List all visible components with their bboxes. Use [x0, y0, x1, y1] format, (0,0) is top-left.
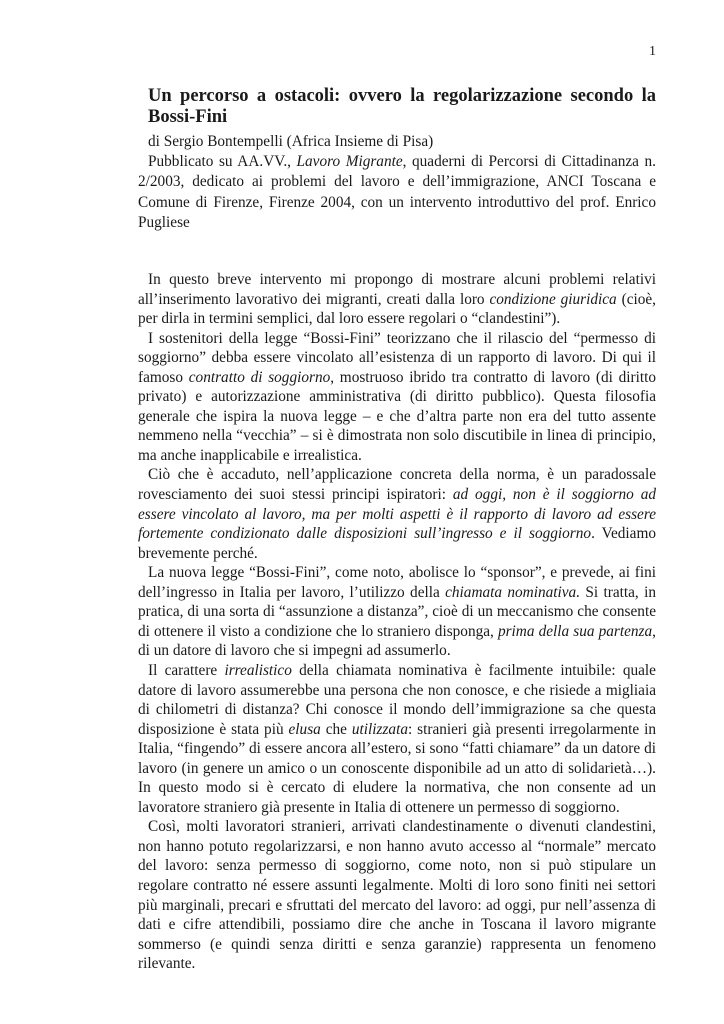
- paragraph-text: Così, molti lavoratori stranieri, arrivati clandestinamente o divenuti clandestini, non hanno potuto regolarizzarsi, e non hanno avuto accesso al “normale” mercato del lavoro: senza permesso di soggiorno, come noto, non si può stipulare un regolare contratto né essere assunti legalmente. Molti di loro sono finiti nei settori più marginali, precari e sfruttati del mercato del lavoro: ad oggi, pur nell’assenza di dati e cifre attendibili, possiamo dire che anche in Toscana il lavoro migrante sommerso (e quindi senza diritti e senza garanzie) rappresenta un fenomeno rilevante.: [138, 818, 656, 973]
- paragraph-text: (cioè, per dirla in termini semplici, dal loro essere regolari o “clandestini”).: [138, 290, 656, 328]
- paragraph: [138, 661, 656, 817]
- publication-note: [138, 152, 656, 233]
- paragraph-emphasis: ad oggi, non è il soggiorno ad essere vincolato al lavoro, ma per molti aspetti è il rapporto di lavoro ad essere fortemente condizionato dalle disposizioni sull’ingresso e il soggiorno: [138, 486, 656, 543]
- document-body: [138, 86, 656, 974]
- article-text: [138, 270, 656, 974]
- paragraph: [138, 563, 656, 661]
- paragraph-text: In questo breve intervento mi propongo di mostrare alcuni problemi relativi all’inserimento lavorativo dei migranti, creati dalla loro: [138, 271, 656, 308]
- paragraph: [138, 817, 656, 973]
- paragraph-text: che: [320, 720, 352, 738]
- paragraph-emphasis: condizione giuridica: [489, 290, 617, 308]
- paragraph: [138, 465, 656, 563]
- article-title: Un percorso a ostacoli: ovvero la regolarizzazione secondo la Bossi-Fini: [148, 86, 656, 127]
- paragraph-text: Ciò che è accaduto, nell’applicazione concreta della norma, è un paradossale rovesciamento dei suoi stessi principi ispiratori:: [138, 466, 656, 504]
- paragraph-emphasis: prima della sua partenza: [497, 622, 653, 640]
- publication-title: Lavoro Migrante: [296, 153, 403, 171]
- paragraph-emphasis: utilizzata: [351, 720, 408, 738]
- paragraph-text: Si tratta, in pratica, di una sorta di “assunzione a distanza”, cioè di un meccanismo che consente di ottenere il visto a condizione che lo straniero disponga,: [138, 583, 656, 640]
- publication-text: , quaderni di Percorsi di Cittadinanza n. 2/2003, dedicato ai problemi del lavoro e dell’immigrazione, ANCI Toscana e Comune di Firenze, Firenze 2004, con un intervento introduttivo del prof. Enrico Pugliese: [138, 153, 656, 231]
- paragraph-emphasis: elusa: [288, 720, 321, 738]
- paragraph-text: , di un datore di lavoro che si impegni ad assumerlo.: [138, 622, 656, 660]
- publication-text: Pubblicato su AA.VV.,: [148, 153, 297, 171]
- paragraph-text: , mostruoso ibrido tra contratto di lavoro (di diritto privato) e autorizzazione amministrativa (di diritto pubblico). Questa filosofia generale che ispira la nuova legge – e che d’altra parte non era del tutto assente nemmeno nella “vecchia” – si è dimostrata non solo discutibile in linea di principio, ma anche inapplicabile e irrealistica.: [138, 368, 657, 464]
- paragraph-text: . Vediamo brevemente perché.: [138, 525, 657, 562]
- paragraph: [138, 329, 656, 466]
- paragraph-emphasis: irrealistico: [224, 661, 292, 679]
- paragraph-text: La nuova legge “Bossi-Fini”, come noto, abolisce lo “sponsor”, e prevede, ai fini dell’ingresso in Italia per lavoro, l’utilizzo della: [138, 564, 656, 601]
- paragraph-text: Il carattere: [148, 661, 225, 679]
- paragraph-text: I sostenitori della legge “Bossi-Fini” teorizzano che il rilascio del “permesso di soggiorno” debba essere vincolato all’esistenza di un rapporto di lavoro. Di qui il famoso: [138, 329, 656, 386]
- paragraph-text: : stranieri già presenti irregolarmente in Italia, “fingendo” di essere ancora all’estero, si sono “fatti chiamare” da un datore di lavoro (in genere un amico o un conoscente disponibile ad un atto di solidarietà…). In questo modo si è cercato di eludere la normativa, che non consente ad un lavoratore straniero già presente in Italia di ottenere un permesso di soggiorno.: [138, 720, 656, 816]
- paragraph-emphasis: contratto di soggiorno: [188, 368, 331, 386]
- byline: di Sergio Bontempelli (Africa Insieme di Pisa): [148, 133, 434, 150]
- page-number: 1: [649, 44, 656, 59]
- paragraph-emphasis: chiamata nominativa.: [445, 583, 581, 601]
- paragraph: [138, 270, 656, 329]
- paragraph-text: della chiamata nominativa è facilmente intuibile: quale datore di lavoro assumerebbe una persona che non conosce, e che risiede a migliaia di chilometri di distanza? Chi conosce il mondo dell’immigrazione sa che questa disposizione è stata più: [138, 661, 656, 738]
